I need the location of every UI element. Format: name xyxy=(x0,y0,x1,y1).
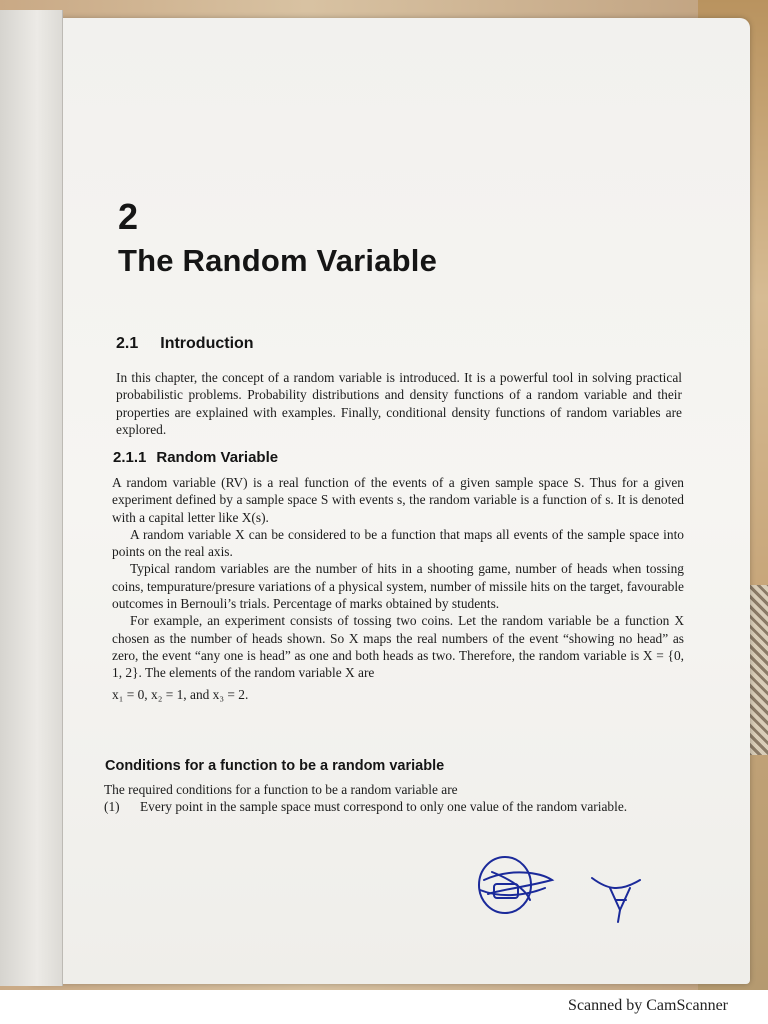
intro-text: In this chapter, the concept of a random variable is introduced. It is a powerful tool in solving practical probabilistic problems. Probability distributions and density functions of a random variable and their properties are explained with examples. Finally, conditional density functions of random variables are explored. xyxy=(116,370,682,437)
random-variable-body xyxy=(112,474,684,703)
scanner-watermark: Scanned by CamScanner xyxy=(568,997,728,1014)
lattice-pattern xyxy=(748,585,768,755)
chapter-number: 2 xyxy=(118,196,139,237)
left-page-edge xyxy=(0,10,63,986)
intro-paragraph xyxy=(116,369,682,438)
subsection-heading xyxy=(113,449,278,466)
rv-paragraph-4: For example, an experiment consists of tossing two coins. Let the random variable be a function X chosen as the number of heads shown. So X maps the real numbers of the event “showing no head” as zero, the event “any one is head” as one and both heads as two. Therefore, the random variable is X = {0, 1, 2}. The elements of the random variable X are xyxy=(112,613,684,681)
conditions-intro: The required conditions for a function to be a random variable are xyxy=(104,782,458,797)
handwritten-signature xyxy=(470,850,660,930)
rv-paragraph-3: Typical random variables are the number of hits in a shooting game, number of heads when tossing coins, tempurature/presure variations of a physical system, number of missile hits on the target, favourable outcomes in Bernouli’s trials. Percentage of marks obtained by students. xyxy=(112,561,684,612)
subsection-title: Random Variable xyxy=(156,449,279,466)
rv-paragraph-2: A random variable X can be considered to be a function that maps all events of the sample space into points on the real axis. xyxy=(112,526,684,560)
condition-text: Every point in the sample space must correspond to only one value of the random variable. xyxy=(140,799,628,815)
condition-label: (1) xyxy=(104,799,120,815)
rv-paragraph-1: A random variable (RV) is a real function of the events of a given sample space S. Thus for a given experiment defined by a sample space S with events s, the random variable is a function of s. It is denoted with a capital letter like X(s). xyxy=(112,475,684,525)
conditions-heading: Conditions for a function to be a random variable xyxy=(105,758,445,774)
condition-item xyxy=(104,798,688,815)
conditions-body xyxy=(104,781,688,816)
section-heading xyxy=(116,335,254,353)
chapter-title: The Random Variable xyxy=(118,243,438,278)
rv-paragraph-5: x₁ = 0, x₂ = 1, and x₃ = 2. xyxy=(112,686,249,702)
subsection-number: 2.1.1 xyxy=(113,449,147,466)
section-title: Introduction xyxy=(160,335,254,352)
section-number: 2.1 xyxy=(116,335,139,352)
scanner-footer xyxy=(0,990,768,1024)
